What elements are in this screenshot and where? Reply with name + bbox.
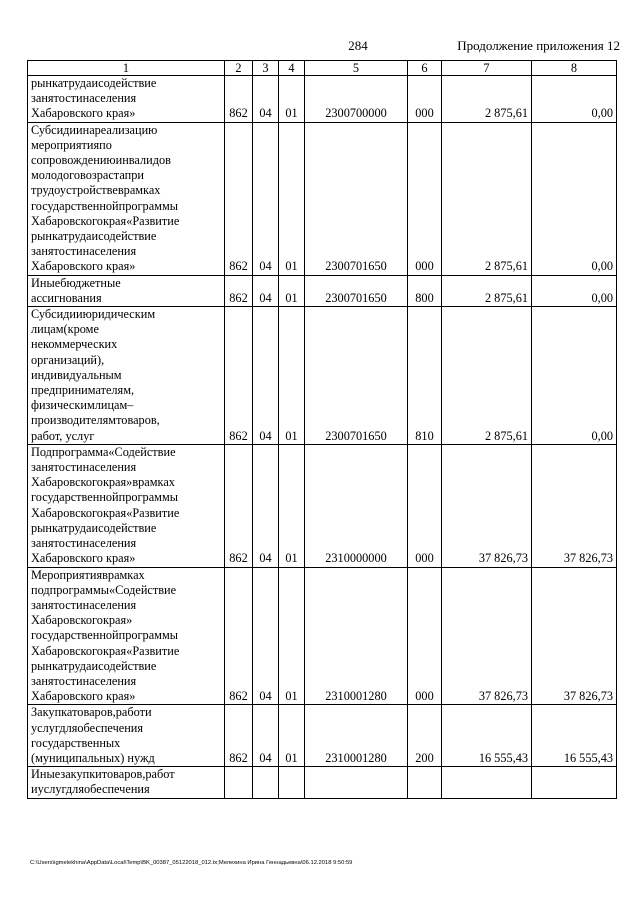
code-expense-type: 200 [408,705,442,767]
code-target-article: 2310001280 [305,567,408,705]
code-gr: 862 [225,307,253,445]
code-gr: 862 [225,76,253,123]
description-line: Подпрограмма«Содействие [31,444,176,459]
code-subsection [279,767,305,798]
amount-col7: 37 826,73 [442,444,532,567]
column-header: 2 [225,61,253,76]
code-subsection: 01 [279,705,305,767]
row-description [28,567,225,705]
description-line: Хабаровского края» [31,551,136,566]
row-description [28,444,225,567]
description-line: занятостинаселения [31,91,137,106]
description-line: рынкатрудаисодействие [31,76,157,90]
row-description [28,122,225,275]
table-row [28,444,617,567]
description-line: занятостинаселения [31,673,137,688]
description-line: Закупкатоваров,работи [31,705,152,720]
code-target-article: 2310000000 [305,444,408,567]
description-line: занятостинаселения [31,536,137,551]
code-expense-type: 000 [408,122,442,275]
code-section: 04 [253,307,279,445]
code-subsection: 01 [279,76,305,123]
description-line: Хабаровского края» [31,689,136,704]
amount-col8: 0,00 [532,122,617,275]
amount-col8: 37 826,73 [532,567,617,705]
code-subsection: 01 [279,122,305,275]
code-target-article: 2300701650 [305,122,408,275]
amount-col8: 0,00 [532,275,617,306]
column-header: 1 [28,61,225,76]
description-line: Иныебюджетные [31,275,121,290]
code-section: 04 [253,567,279,705]
column-header: 3 [253,61,279,76]
column-header: 5 [305,61,408,76]
code-expense-type: 000 [408,76,442,123]
description-line: занятостинаселения [31,597,137,612]
code-gr [225,767,253,798]
description-line: занятостинаселения [31,244,137,259]
column-header: 4 [279,61,305,76]
table-row [28,307,617,445]
description-line: предпринимателям, [31,383,135,398]
table-header-row [28,61,617,76]
description-line: (муниципальных) нужд [31,750,155,765]
amount-col8 [532,767,617,798]
code-section: 04 [253,122,279,275]
code-subsection: 01 [279,275,305,306]
description-line: Хабаровскогокрая«Развитие [31,643,180,658]
description-line: государственнойпрограммы [31,628,178,643]
description-line: рынкатрудаисодействие [31,229,157,244]
amount-col7: 2 875,61 [442,307,532,445]
amount-col8: 37 826,73 [532,444,617,567]
description-line: Хабаровского края» [31,259,136,274]
budget-table [27,60,617,799]
amount-col8: 16 555,43 [532,705,617,767]
code-subsection: 01 [279,307,305,445]
column-header: 6 [408,61,442,76]
description-line: рынкатрудаисодействие [31,658,157,673]
amount-col7: 16 555,43 [442,705,532,767]
description-line: сопровождениюинвалидов [31,153,171,168]
code-gr: 862 [225,567,253,705]
amount-col7: 2 875,61 [442,76,532,123]
file-path-footer: C:\Users\igmelekhina\AppData\Local\Temp\BK_00387_05122018_012.tx;Мелехина Ирина Геннадьевна\06.12.2018 9:50:59 [30,860,353,866]
row-description [28,307,225,445]
amount-col8: 0,00 [532,76,617,123]
table-row [28,567,617,705]
table-row [28,76,617,123]
description-line: государственнойпрограммы [31,490,178,505]
table-row [28,767,617,798]
code-subsection: 01 [279,444,305,567]
row-description [28,767,225,798]
code-expense-type [408,767,442,798]
description-line: лицам(кроме [31,322,99,337]
description-line: ассигнования [31,290,102,305]
description-line: физическимлицам– [31,398,134,413]
description-line: индивидуальным [31,367,122,382]
code-section: 04 [253,444,279,567]
description-line: занятостинаселения [31,460,137,475]
description-line: организаций), [31,352,105,367]
row-description [28,76,225,123]
column-header: 8 [532,61,617,76]
row-description [28,275,225,306]
code-gr: 862 [225,444,253,567]
amount-col7: 2 875,61 [442,275,532,306]
description-line: производителямтоваров, [31,413,160,428]
description-line: Хабаровскогокрая«Развитие [31,213,180,228]
code-section: 04 [253,76,279,123]
description-line: Иныезакупкитоваров,работ [31,767,175,782]
description-line: подпрограммы«Содействие [31,582,177,597]
code-target-article: 2300701650 [305,275,408,306]
description-line: Хабаровскогокрая«Развитие [31,505,180,520]
code-expense-type: 000 [408,444,442,567]
code-target-article [305,767,408,798]
description-line: услугдляобеспечения [31,720,144,735]
code-expense-type: 800 [408,275,442,306]
amount-col8: 0,00 [532,307,617,445]
row-description [28,705,225,767]
code-gr: 862 [225,122,253,275]
description-line: иуслугдляобеспечения [31,782,150,797]
table-row [28,705,617,767]
code-expense-type: 000 [408,567,442,705]
description-line: Субсидиинареализацию [31,122,158,137]
table-row [28,275,617,306]
description-line: работ, услуг [31,428,95,443]
description-line: государственных [31,735,121,750]
appendix-title: Продолжение приложения 12 [457,38,620,53]
description-line: некоммерческих [31,337,118,352]
code-section [253,767,279,798]
description-line: молодоговозрастапри [31,168,144,183]
description-line: Мероприятияврамках [31,567,145,582]
description-line: Субсидииюридическим [31,307,156,322]
amount-col7 [442,767,532,798]
code-target-article: 2300700000 [305,76,408,123]
code-gr: 862 [225,275,253,306]
description-line: мероприятияпо [31,137,112,152]
description-line: государственнойпрограммы [31,198,178,213]
description-line: трудоустройствеврамках [31,183,161,198]
code-section: 04 [253,705,279,767]
table-row [28,122,617,275]
description-line: Хабаровскогокрая»врамках [31,475,175,490]
description-line: рынкатрудаисодействие [31,520,157,535]
code-subsection: 01 [279,567,305,705]
amount-col7: 37 826,73 [442,567,532,705]
code-target-article: 2300701650 [305,307,408,445]
code-gr: 862 [225,705,253,767]
page-number: 284 [348,38,368,53]
description-line: Хабаровского края» [31,106,136,121]
code-section: 04 [253,275,279,306]
amount-col7: 2 875,61 [442,122,532,275]
description-line: Хабаровскогокрая» [31,613,133,628]
column-header: 7 [442,61,532,76]
code-target-article: 2310001280 [305,705,408,767]
code-expense-type: 810 [408,307,442,445]
